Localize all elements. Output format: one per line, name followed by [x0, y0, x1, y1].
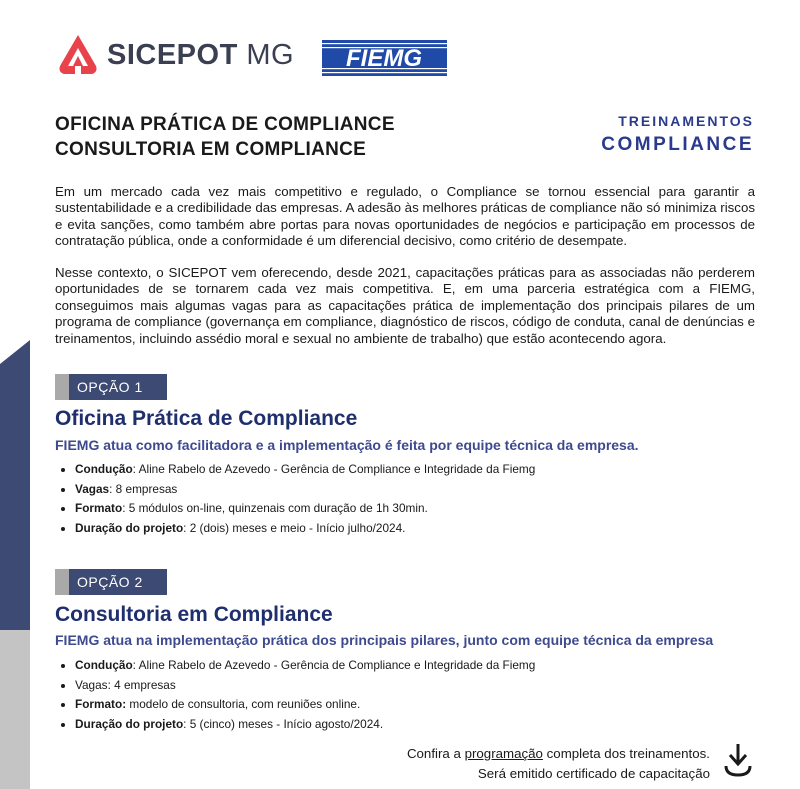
footer-note — [407, 744, 710, 784]
option-2-heading: Consultoria em Compliance — [55, 603, 333, 626]
tag-stripe — [55, 374, 69, 400]
programacao-link[interactable]: programação — [464, 746, 543, 761]
sicepot-drop-icon — [55, 32, 101, 78]
list-item: • Condução: Aline Rabelo de Azevedo - Gerência de Compliance e Integridade da Fiemg — [75, 460, 535, 480]
list-item: • Vagas: 4 empresas — [75, 676, 535, 696]
option-2-tag-label: OPÇÃO 2 — [77, 574, 143, 590]
title-line-2: CONSULTORIA EM COMPLIANCE — [55, 139, 367, 160]
sicepot-logo — [55, 32, 294, 78]
list-item: • Condução: Aline Rabelo de Azevedo - Gerência de Compliance e Integridade da Fiemg — [75, 656, 535, 676]
kicker-line-1: TREINAMENTOS — [618, 113, 754, 129]
fiemg-logo — [322, 40, 447, 76]
option-1-tag-label: OPÇÃO 1 — [77, 379, 143, 395]
list-item: • Formato: 5 módulos on-line, quinzenais com duração de 1h 30min. — [75, 499, 535, 519]
list-item: • Formato: modelo de consultoria, com reuniões online. — [75, 695, 535, 715]
side-accent-bar — [0, 340, 30, 640]
side-accent-gray — [0, 630, 30, 789]
footer-line-1: Confira a programação completa dos treinamentos. — [406, 746, 710, 761]
option-1-tag — [55, 374, 167, 400]
option-2-details — [55, 656, 535, 734]
option-1-subheading: FIEMG atua como facilitadora e a implementação é feita por equipe técnica da empresa. — [55, 437, 639, 453]
option-2-tag — [55, 569, 167, 595]
kicker-line-2: COMPLIANCE — [601, 134, 754, 155]
sicepot-wordmark: SICEPOT MG — [107, 38, 295, 71]
title-line-1: OFICINA PRÁTICA DE COMPLIANCE — [55, 114, 395, 135]
option-2-subheading: FIEMG atua na implementação prática dos principais pilares, junto com equipe técnica da empresa — [55, 632, 714, 648]
download-icon[interactable] — [722, 742, 754, 778]
footer-line-2: Será emitido certificado de capacitação — [477, 766, 710, 781]
list-item: • Vagas: 8 empresas — [75, 480, 535, 500]
list-item: • Duração do projeto: 2 (dois) meses e meio - Início julho/2024. — [75, 519, 535, 539]
option-1-details — [55, 460, 535, 538]
fiemg-wordmark: FIEMG — [346, 45, 422, 72]
intro-paragraph-2: Nesse contexto, o SICEPOT vem oferecendo, desde 2021, capacitações práticas para as associadas não perderem oportunidades de se tornarem cada vez mais competitiva. E, em uma parceria estratégica com a FIEMG, conseguimos mais algumas vagas para as capacitações prática de implementação dos principais pilares de um programa de compliance (governança em compliance, diagnóstico de riscos, código de conduta, canal de denúncias e treinamentos, incluindo assédio moral e sexual no ambiente de trabalho) que estão acontecendo agora. — [55, 265, 755, 346]
option-1-heading: Oficina Prática de Compliance — [55, 407, 358, 430]
page-title — [55, 112, 395, 162]
section-kicker — [601, 113, 754, 156]
tag-stripe — [55, 569, 69, 595]
list-item: • Duração do projeto: 5 (cinco) meses - Início agosto/2024. — [75, 715, 535, 735]
intro-paragraph-1: Em um mercado cada vez mais competitivo e regulado, o Compliance se tornou essencial para garantir a sustentabilidade e a credibilidade das empresas. A adesão às melhores práticas de compliance não só minimiza riscos e evita sanções, como também abre portas para novas oportunidades de negócios e participação em processos de contratação pública, onde a conformidade é um diferencial decisivo, como critério de desempate. — [55, 184, 755, 249]
